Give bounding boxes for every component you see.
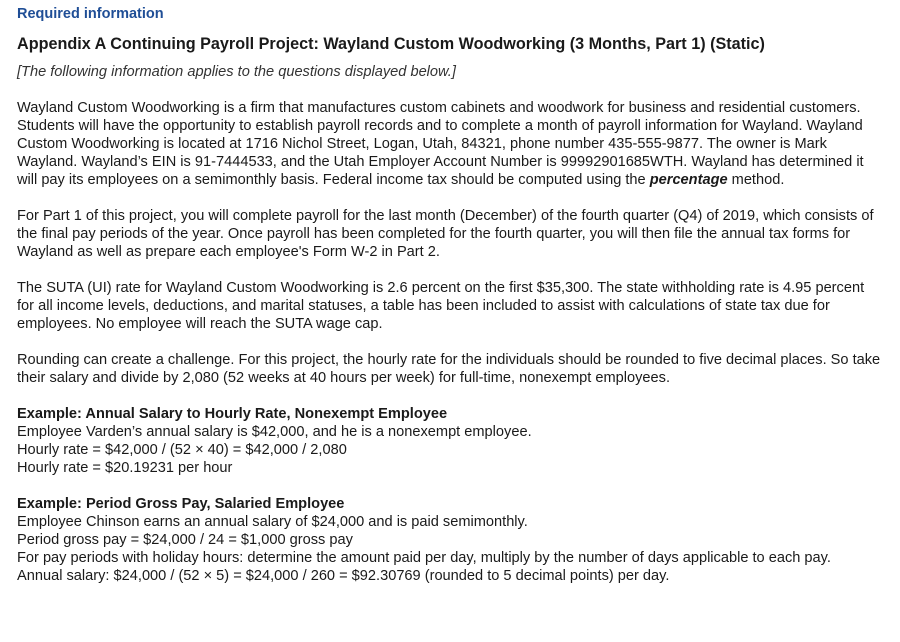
example-hourly-rate-line: Employee Varden’s annual salary is $42,000, and he is a nonexempt employee.: [17, 424, 532, 440]
example-hourly-rate-line: Hourly rate = $20.19231 per hour: [17, 460, 233, 476]
example-period-gross-pay: [17, 495, 885, 585]
example-hourly-rate: [17, 405, 885, 477]
paragraph-part1-overview: For Part 1 of this project, you will complete payroll for the last month (December) of the fourth quarter (Q4) of 2019, which consists of the final pay periods of the year. Once payroll has been completed for the fourth quarter, you will then file the annual tax forms for Wayland as well as prepare each employee's Form W-2 in Part 2.: [17, 208, 874, 260]
example-period-gross-pay-line: Employee Chinson earns an annual salary of $24,000 and is paid semimonthly.: [17, 514, 528, 530]
example-hourly-rate-heading: Example: Annual Salary to Hourly Rate, Nonexempt Employee: [17, 406, 448, 422]
page-title: Appendix A Continuing Payroll Project: Wayland Custom Woodworking (3 Months, Part 1) (Static): [17, 35, 765, 53]
example-period-gross-pay-line: Period gross pay = $24,000 / 24 = $1,000 gross pay: [17, 532, 353, 548]
example-period-gross-pay-line: For pay periods with holiday hours: determine the amount paid per day, multiply by the number of days applicable to each pay.: [17, 550, 831, 566]
example-period-gross-pay-heading: Example: Period Gross Pay, Salaried Employee: [17, 496, 345, 512]
example-hourly-rate-line: Hourly rate = $42,000 / (52 × 40) = $42,000 / 2,080: [17, 442, 347, 458]
paragraph-company-info: [17, 99, 885, 189]
paragraph-company-info-text: Wayland Custom Woodworking is a firm that manufactures custom cabinets and woodwork for business and residential customers. Students will have the opportunity to establish payroll records and to complete a month of payroll information for Wayland. Wayland Custom Woodworking is located at 1716 Nichol Street, Logan, Utah, 84321, phone number 435-555-9877. The owner is Mark Wayland. Wayland’s EIN is 91-7444533, and the Utah Employer Account Number is 99992901685WTH. Wayland has determined it will pay its employees on a semimonthly basis. Federal income tax should be computed using the: [17, 100, 864, 188]
document-body: [17, 99, 885, 585]
paragraph-rounding: Rounding can create a challenge. For this project, the hourly rate for the individuals should be rounded to five decimal places. So take their salary and divide by 2,080 (52 weeks at 40 hours per week) for full-time, nonexempt employees.: [17, 352, 881, 386]
example-period-gross-pay-line: Annual salary: $24,000 / (52 × 5) = $24,000 / 260 = $92.30769 (rounded to 5 decimal points) per day.: [17, 568, 670, 584]
context-note: [The following information applies to the questions displayed below.]: [17, 64, 456, 80]
paragraph-suta-rate: The SUTA (UI) rate for Wayland Custom Woodworking is 2.6 percent on the first $35,300. The state withholding rate is 4.95 percent for all income levels, deductions, and marital statuses, a table has been included to assist with calculations of state tax due for employees. No employee will reach the SUTA wage cap.: [17, 280, 865, 332]
paragraph-company-info-end: method.: [727, 172, 785, 188]
required-information-label: Required information: [17, 6, 164, 22]
percentage-method-emphasis: percentage: [649, 172, 728, 188]
